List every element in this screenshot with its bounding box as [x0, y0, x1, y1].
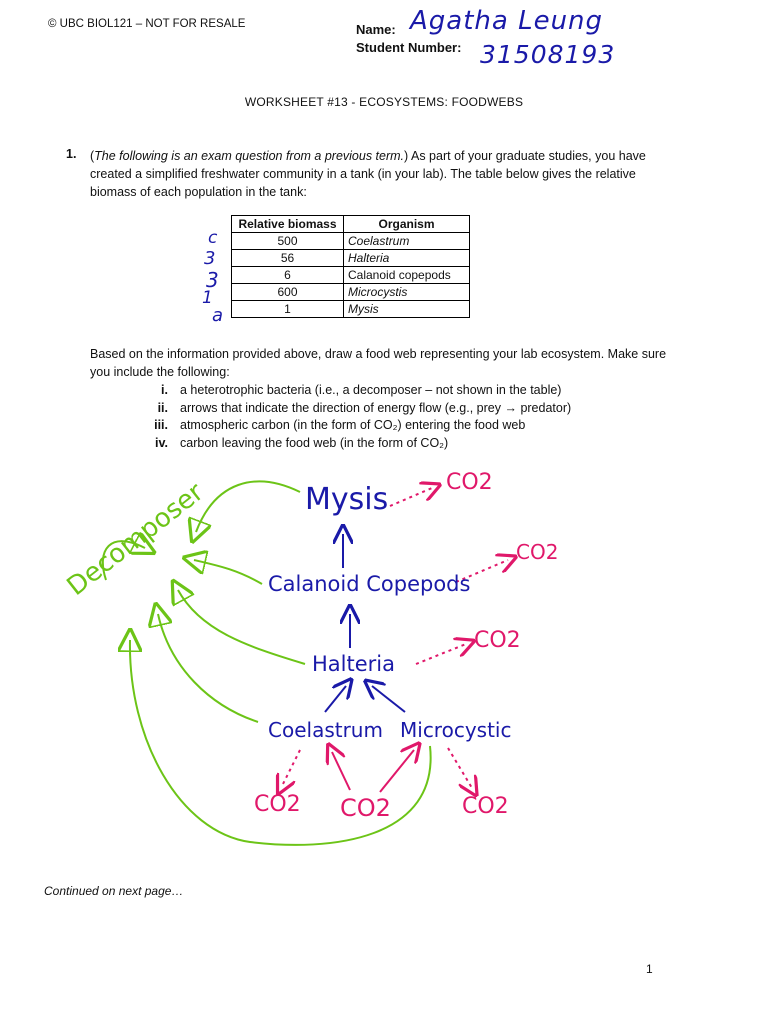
co2-label-halteria: CO2	[474, 628, 521, 653]
arrow-mysis-co2-out	[390, 488, 432, 506]
organism-cell: Halteria	[344, 250, 470, 267]
instruction-text: arrows that indicate the direction of energy flow (e.g., prey → predator)	[180, 401, 572, 415]
arrow-microcystis-to-halteria	[372, 686, 405, 712]
arrow-halteria-to-decomposer	[178, 590, 305, 664]
margin-note: a	[212, 305, 224, 326]
margin-note: c	[208, 228, 218, 248]
instruction-text: atmospheric carbon (in the form of CO₂) entering the food web	[180, 418, 526, 432]
organism-label-copepods: Calanoid Copepods	[268, 572, 471, 596]
biomass-cell: 1	[232, 301, 344, 318]
arrow-mysis-to-decomposer	[196, 481, 300, 532]
question-intro-italic: The following is an exam question from a previous term.	[94, 149, 405, 163]
header-organism: Organism	[344, 216, 470, 233]
arrow-copepods-to-decomposer	[194, 560, 262, 584]
header-relative-biomass: Relative biomass	[232, 216, 344, 233]
question-intro-rest: As part of your graduate studies, you have created a simplified freshwater community in a tank (in your lab). The table below gives the relative biomass of each population in the tank:	[90, 149, 646, 199]
organism-cell: Mysis	[344, 301, 470, 318]
organism-cell: Microcystis	[344, 284, 470, 301]
arrow-coelastrum-to-decomposer	[158, 614, 258, 722]
organism-label-coelastrum: Coelastrum	[268, 718, 383, 742]
decomposer-label: Decomposer	[61, 477, 210, 602]
biomass-cell: 56	[232, 250, 344, 267]
copyright-notice: © UBC BIOL121 – NOT FOR RESALE	[48, 18, 246, 30]
margin-note: 3	[206, 268, 219, 292]
arrow-coelastrum-to-halteria	[325, 686, 346, 712]
instructions-lead: Based on the information provided above, draw a food web representing your lab ecosystem. Make sure you include the following:	[90, 347, 667, 379]
co2-label-bottom-middle: CO2	[340, 794, 391, 822]
margin-note: 1	[202, 288, 213, 308]
worksheet-title: WORKSHEET #13 - ECOSYSTEMS: FOODWEBS	[244, 95, 524, 109]
arrow-halteria-co2-out	[416, 644, 466, 664]
instruction-number: iii.	[154, 418, 168, 432]
co2-label-mysis: CO2	[446, 470, 493, 495]
handwritten-name: Agatha Leung	[410, 6, 604, 36]
instruction-text: a heterotrophic bacteria (i.e., a decomposer – not shown in the table)	[180, 383, 562, 397]
instruction-number: iv.	[155, 436, 168, 450]
handwritten-student-number: 31508193	[480, 40, 616, 69]
organism-label-microcystis: Microcystic	[400, 718, 512, 742]
arrow-co2-in-microcystis	[380, 750, 414, 792]
arrow-co2-in-coelastrum	[332, 752, 350, 790]
biomass-cell: 600	[232, 284, 344, 301]
instruction-number: ii.	[157, 401, 168, 415]
student-number-label: Student Number:	[356, 40, 462, 55]
biomass-cell: 500	[232, 233, 344, 250]
co2-label-bottom-left: CO2	[254, 792, 301, 817]
organism-label-halteria: Halteria	[312, 652, 395, 676]
co2-label-bottom-right: CO2	[462, 794, 509, 819]
question-text: (The following is an exam question from a previous term.) As part of your graduate studies, you have created a simplified freshwater community in a tank (in your lab). The table below gives the relative biomass of each population in the tank:	[90, 149, 646, 199]
instruction-number: i.	[161, 383, 168, 397]
question-number: 1.	[66, 147, 77, 161]
continued-note: Continued on next page…	[44, 884, 184, 898]
organism-cell: Coelastrum	[344, 233, 470, 250]
organism-cell: Calanoid copepods	[344, 267, 470, 284]
arrow-coelastrum-co2-out	[282, 750, 300, 786]
organism-label-mysis: Mysis	[305, 482, 389, 517]
biomass-cell: 6	[232, 267, 344, 284]
name-label: Name:	[356, 22, 396, 37]
instruction-text: carbon leaving the food web (in the form of CO₂)	[180, 436, 449, 450]
co2-label-copepods: CO2	[516, 540, 559, 564]
page-number: 1	[646, 962, 653, 976]
margin-note: 3	[204, 248, 216, 269]
arrow-microcystis-co2-out	[448, 748, 472, 788]
